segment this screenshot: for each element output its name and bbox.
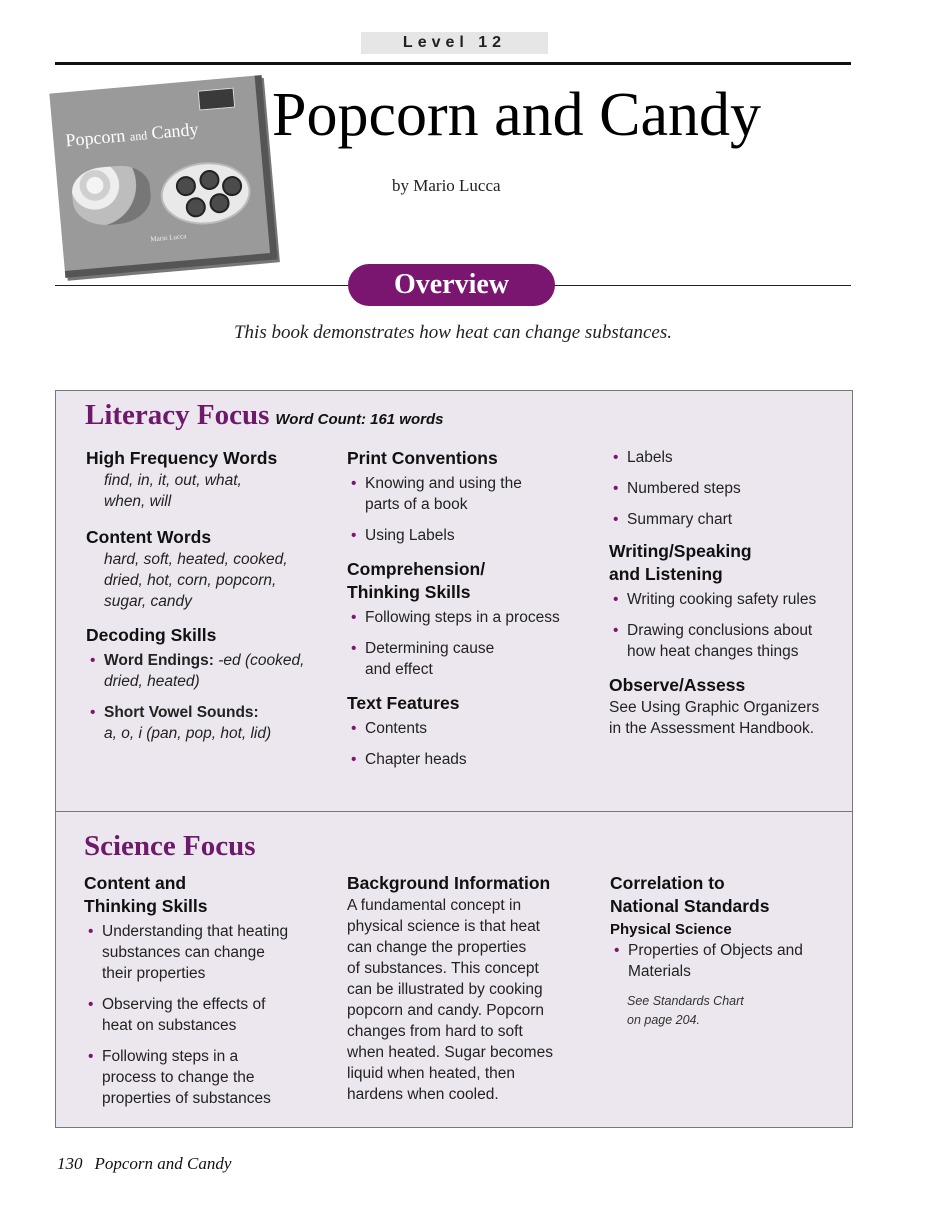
overview-text: This book demonstrates how heat can change substances. bbox=[233, 322, 672, 343]
cover-author: Mario Lucca bbox=[150, 232, 187, 244]
list-item: • Observing the effects of bbox=[84, 994, 334, 1015]
footer-book-title: Popcorn and Candy bbox=[94, 1154, 232, 1173]
page-title: Popcorn and Candy bbox=[272, 81, 762, 149]
list-item: • Chapter heads bbox=[347, 749, 597, 770]
book-cover-image bbox=[49, 75, 277, 278]
list-item: • Labels bbox=[609, 447, 849, 468]
science-focus-title: Science Focus bbox=[84, 830, 256, 862]
top-rule bbox=[55, 62, 851, 65]
correlation-heading-1: Correlation to bbox=[610, 873, 725, 893]
popcorn-bowl-illustration bbox=[70, 163, 153, 228]
candy-plate-illustration bbox=[158, 159, 253, 229]
literacy-focus-title: Literacy Focus Word Count: 161 words bbox=[85, 399, 444, 431]
page-number: 130 bbox=[57, 1154, 83, 1173]
text-features-heading: Text Features bbox=[347, 693, 460, 713]
standards-note: See Standards Chart bbox=[627, 994, 744, 1008]
background-info-heading: Background Information bbox=[347, 873, 551, 893]
list-item: • Knowing and using the bbox=[347, 473, 597, 494]
science-column-3: Correlation to National Standards Physical Science • Properties of Objects and Materials See Standards Chart on page 204. bbox=[610, 872, 850, 1030]
high-frequency-heading: High Frequency Words bbox=[86, 448, 278, 468]
writing-heading-2: and Listening bbox=[609, 564, 723, 584]
list-item: • Numbered steps bbox=[609, 478, 849, 499]
content-thinking-heading-2: Thinking Skills bbox=[84, 896, 208, 916]
level-label: Level 12 bbox=[361, 32, 548, 54]
list-item: • Summary chart bbox=[609, 509, 849, 530]
list-item: • Word Endings: -ed (cooked, bbox=[86, 650, 336, 671]
physical-science-subheading: Physical Science bbox=[610, 921, 732, 938]
literacy-column-1: High Frequency Words find, in, it, out, what, when, will Content Words hard, soft, heated, cooked, dried, hot, corn, popcorn, sugar, candy Decoding Skills • Word Endings: -ed (cooked, dried, heated) • Short Vowel Sounds: a, o, i (pan, pop, hot, lid) bbox=[86, 447, 336, 744]
observe-assess-heading: Observe/Assess bbox=[609, 675, 746, 695]
list-item: • Using Labels bbox=[347, 525, 597, 546]
overview-rule-left bbox=[55, 285, 348, 286]
list-item: • Following steps in a bbox=[84, 1046, 334, 1067]
science-column-1: Content and Thinking Skills • Understanding that heating substances can change their properties • Observing the effects of heat on substances • Following steps in a process to change the properties of substances bbox=[84, 872, 334, 1109]
list-item: • Writing cooking safety rules bbox=[609, 589, 849, 610]
overview-rule-right bbox=[555, 285, 851, 286]
writing-heading-1: Writing/Speaking bbox=[609, 541, 752, 561]
content-words-heading: Content Words bbox=[86, 527, 212, 547]
decoding-skills-heading: Decoding Skills bbox=[86, 625, 217, 645]
list-item: • Understanding that heating bbox=[84, 921, 334, 942]
list-item: • Contents bbox=[347, 718, 597, 739]
list-item: • Short Vowel Sounds: bbox=[86, 702, 336, 723]
comprehension-heading-2: Thinking Skills bbox=[347, 582, 471, 602]
list-item: • Determining cause bbox=[347, 638, 597, 659]
literacy-column-3: • Labels • Numbered steps • Summary chart Writing/Speaking and Listening • Writing cooking safety rules • Drawing conclusions about how heat changes things Observe/Assess See Using Graphic Organizers in the Assessment Handbook. bbox=[609, 447, 849, 739]
word-count: Word Count: 161 words bbox=[275, 411, 444, 428]
literacy-focus-panel bbox=[55, 390, 853, 812]
cover-logo-badge bbox=[198, 88, 236, 111]
list-item: • Drawing conclusions about bbox=[609, 620, 849, 641]
byline: by Mario Lucca bbox=[392, 176, 501, 195]
print-conventions-heading: Print Conventions bbox=[347, 448, 498, 468]
literacy-column-2: Print Conventions • Knowing and using the parts of a book • Using Labels Comprehension/ Thinking Skills • Following steps in a process • Determining cause and effect Text Features • Contents • Chapter heads bbox=[347, 447, 597, 770]
comprehension-heading-1: Comprehension/ bbox=[347, 559, 486, 579]
list-item: • Following steps in a process bbox=[347, 607, 597, 628]
correlation-heading-2: National Standards bbox=[610, 896, 770, 916]
science-focus-panel bbox=[55, 811, 853, 1128]
cover-title: Popcorn and Candy bbox=[64, 118, 200, 151]
content-thinking-heading-1: Content and bbox=[84, 873, 187, 893]
list-item: • Properties of Objects and bbox=[610, 940, 850, 961]
overview-heading: Overview bbox=[348, 264, 555, 306]
page-footer bbox=[57, 1154, 231, 1174]
science-column-2: Background Information A fundamental concept in physical science is that heat can change the properties of substances. This concept can be illustrated by cooking popcorn and candy. Popcorn changes from hard to soft when heated. Sugar becomes liquid when heated, then hardens when cooled. bbox=[347, 872, 597, 1105]
